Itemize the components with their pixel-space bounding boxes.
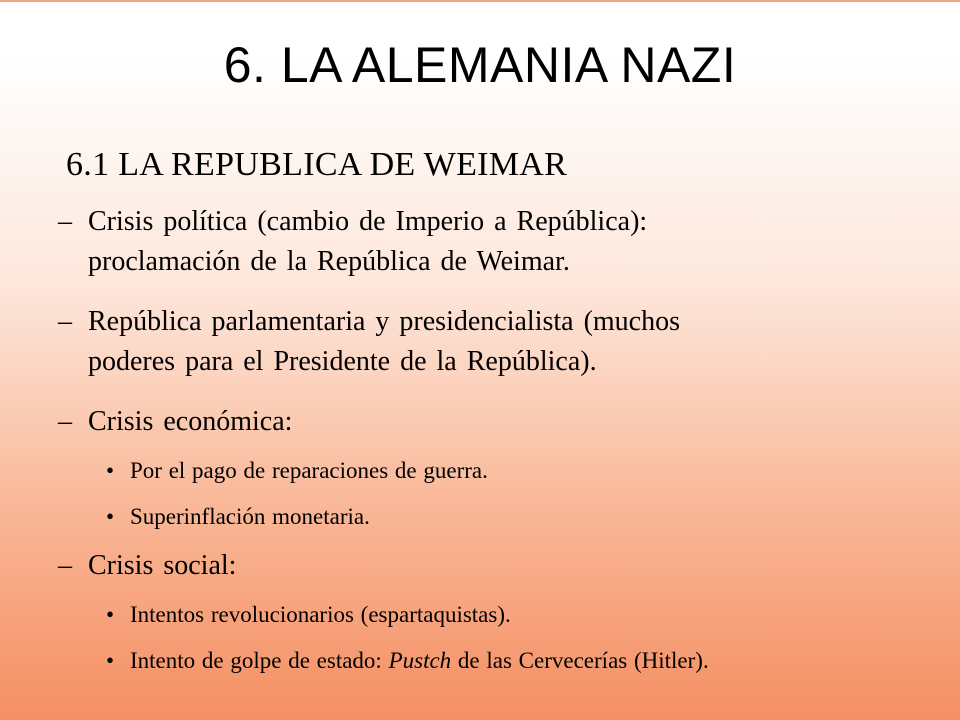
bullet-marker: • [106,458,115,483]
sub-item-hyperinflation [106,500,946,534]
bullet-marker: • [106,648,115,673]
sub-item-text [130,644,946,678]
list-item-political-crisis [58,202,938,282]
slide-title: 6. LA ALEMANIA NAZI [223,37,737,93]
list-item-social-crisis [58,546,938,586]
list-item-text: Crisis económica: [88,406,293,437]
section-heading: 6.1 LA REPUBLICA DE WEIMAR [66,146,568,183]
bullet-marker: • [106,504,115,529]
list-item-text [88,202,938,282]
sub-item-text: Superinflación monetaria. [130,504,370,529]
sub-item-text-part: Intento de golpe de estado: [130,648,389,673]
list-item-line: poderes para el Presidente de la República). [88,346,597,377]
sub-item-text-part: de las Cervecerías (Hitler). [451,648,709,673]
sub-item-italic-term: Pustch [388,648,452,673]
dash-marker: – [58,206,72,237]
list-item-text [88,302,938,382]
dash-marker: – [58,550,72,581]
list-item-line: República parlamentaria y presidencialista (muchos [88,306,681,337]
list-item-economic-crisis [58,402,938,442]
dash-marker: – [58,306,72,337]
list-item-text: Crisis social: [88,550,237,581]
list-item-parliamentary-republic [58,302,938,382]
sub-item-war-reparations [106,454,946,488]
dash-marker: – [58,406,72,437]
list-item-line: proclamación de la República de Weimar. [88,246,570,277]
list-item-line: Crisis política (cambio de Imperio a República): [88,206,648,237]
sub-item-text: Por el pago de reparaciones de guerra. [130,458,488,483]
sub-item-coup-attempt [106,644,946,678]
sub-item-text: Intentos revolucionarios (espartaquistas). [130,602,511,627]
sub-item-revolutionary-attempts [106,598,946,632]
bullet-marker: • [106,602,115,627]
